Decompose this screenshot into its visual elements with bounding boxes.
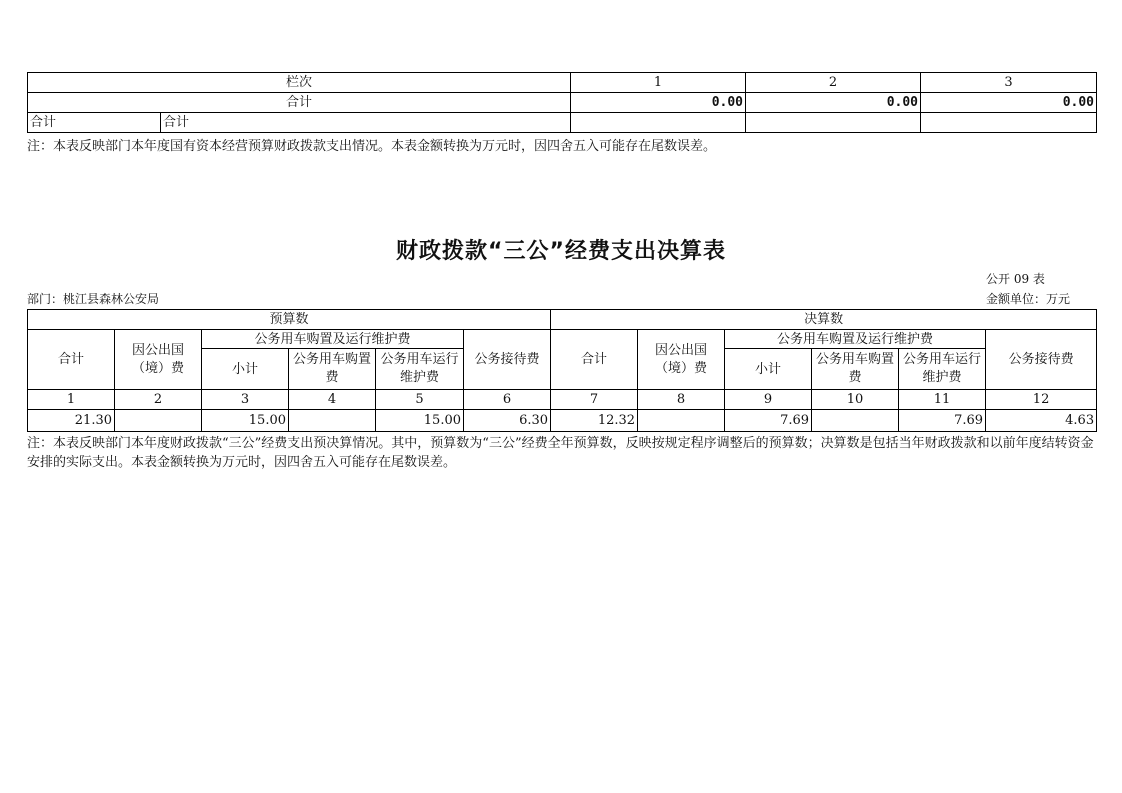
column-number: 12 — [986, 390, 1097, 410]
final-total-header: 合计 — [551, 330, 638, 390]
value-cell: 7.69 — [725, 410, 812, 432]
column-index-2: 2 — [746, 73, 921, 93]
table-row — [28, 410, 1097, 432]
total-value-2: 0.00 — [746, 93, 921, 113]
budget-vehicle-header: 公务用车购置及运行维护费 — [202, 330, 464, 349]
row-value-3 — [921, 113, 1097, 133]
table-row — [28, 390, 1097, 410]
value-cell: 21.30 — [28, 410, 115, 432]
budget-reception-header: 公务接待费 — [464, 330, 551, 390]
row-value-1 — [571, 113, 746, 133]
column-number: 1 — [28, 390, 115, 410]
column-number: 4 — [289, 390, 376, 410]
table-row — [28, 330, 1097, 349]
value-cell — [115, 410, 202, 432]
row-value-2 — [746, 113, 921, 133]
column-number: 2 — [115, 390, 202, 410]
column-index-1: 1 — [571, 73, 746, 93]
table-row — [28, 93, 1097, 113]
final-group-header: 决算数 — [551, 310, 1097, 330]
final-abroad-header: 因公出国（境）费 — [638, 330, 725, 390]
value-cell: 15.00 — [376, 410, 464, 432]
row-name: 合计 — [161, 113, 571, 133]
table-row — [28, 113, 1097, 133]
total-value-3: 0.00 — [921, 93, 1097, 113]
value-cell — [289, 410, 376, 432]
table-row — [28, 310, 1097, 330]
table2-note: 注：本表反映部门本年度财政拨款“三公”经费支出预决算情况。其中，预算数为“三公”经费全年预算数，反映按规定程序调整后的预算数；决算数是包括当年财政拨款和以前年度结转资金安排的实际支出。本表金额转换为万元时，因四舍五入可能存在尾数误差。 — [27, 436, 1094, 470]
budget-abroad-header: 因公出国（境）费 — [115, 330, 202, 390]
column-number: 6 — [464, 390, 551, 410]
budget-subtotal-header: 小计 — [202, 349, 289, 390]
column-index-label: 栏次 — [28, 73, 571, 93]
value-cell: 12.32 — [551, 410, 638, 432]
total-value-1: 0.00 — [571, 93, 746, 113]
budget-group-header: 预算数 — [28, 310, 551, 330]
column-number: 11 — [899, 390, 986, 410]
table-row — [28, 73, 1097, 93]
final-operation-header: 公务用车运行维护费 — [899, 349, 986, 390]
three-public-expenses-table — [27, 309, 1097, 432]
total-label: 合计 — [28, 93, 571, 113]
value-cell — [638, 410, 725, 432]
final-purchase-header: 公务用车购置费 — [812, 349, 899, 390]
column-number: 8 — [638, 390, 725, 410]
value-cell — [812, 410, 899, 432]
value-cell: 7.69 — [899, 410, 986, 432]
value-cell: 15.00 — [202, 410, 289, 432]
final-reception-header: 公务接待费 — [986, 330, 1097, 390]
value-cell: 4.63 — [986, 410, 1097, 432]
column-number: 9 — [725, 390, 812, 410]
column-index-3: 3 — [921, 73, 1097, 93]
column-number: 5 — [376, 390, 464, 410]
capital-budget-table — [27, 72, 1097, 133]
page-title: 财政拨款“三公”经费支出决算表 — [396, 239, 726, 264]
budget-operation-header: 公务用车运行维护费 — [376, 349, 464, 390]
column-number: 10 — [812, 390, 899, 410]
value-cell: 6.30 — [464, 410, 551, 432]
table1-note: 注：本表反映部门本年度国有资本经营预算财政拨款支出情况。本表金额转换为万元时，因四舍五入可能存在尾数误差。 — [27, 139, 717, 154]
department-label: 部门：桃江县森林公安局 — [27, 292, 160, 306]
budget-purchase-header: 公务用车购置费 — [289, 349, 376, 390]
unit-label: 金额单位：万元 — [986, 292, 1071, 306]
column-number: 3 — [202, 390, 289, 410]
budget-total-header: 合计 — [28, 330, 115, 390]
column-number: 7 — [551, 390, 638, 410]
final-vehicle-header: 公务用车购置及运行维护费 — [725, 330, 986, 349]
row-code: 合计 — [28, 113, 161, 133]
form-number: 公开 09 表 — [986, 272, 1045, 286]
final-subtotal-header: 小计 — [725, 349, 812, 390]
